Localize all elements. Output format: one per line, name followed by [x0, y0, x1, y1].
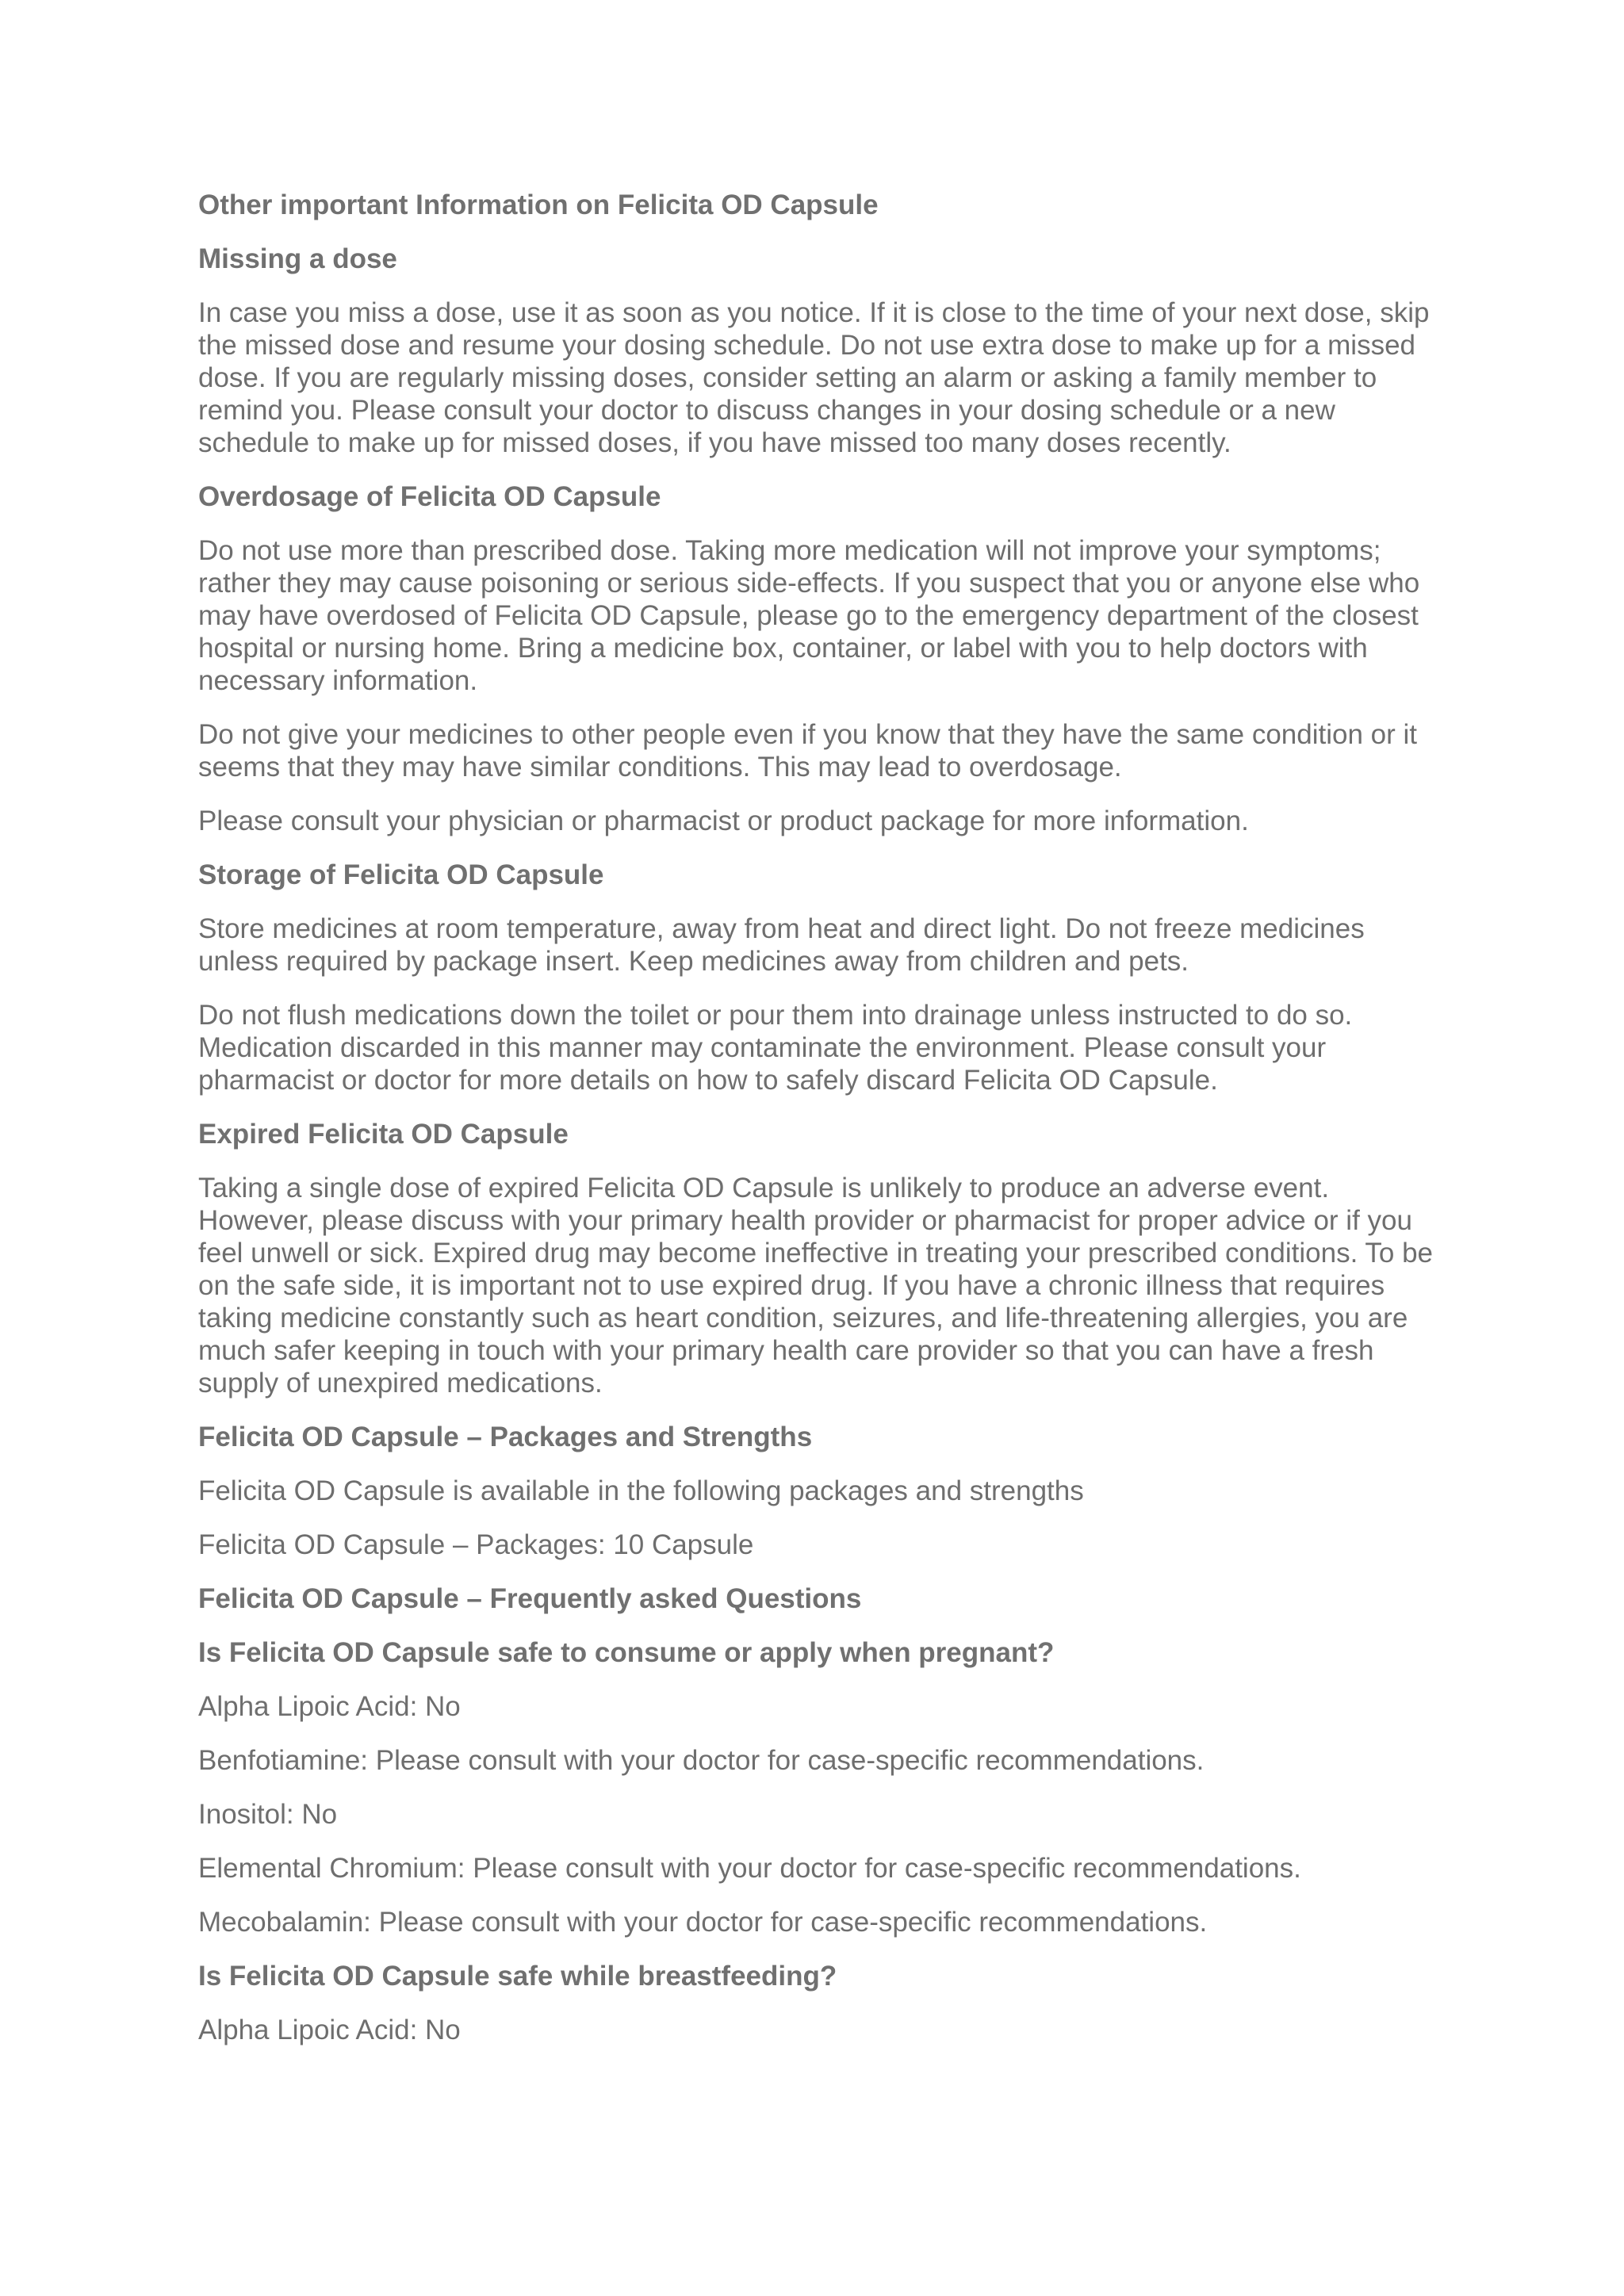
paragraph-do-not-give-medicines: Do not give your medicines to other people even if you know that they have the same condition or it seems that they may have similar conditions. This may lead to overdosage.	[198, 719, 1418, 783]
faq-answer-breastfeeding-alpha-lipoic-acid: Alpha Lipoic Acid: No	[198, 2015, 461, 2045]
faq-answer-elemental-chromium: Elemental Chromium: Please consult with your doctor for case-specific recommendations.	[198, 1853, 1301, 1884]
faq-answer-benfotiamine: Benfotiamine: Please consult with your doctor for case-specific recommendations.	[198, 1745, 1205, 1776]
faq-answer-mecobalamin: Mecobalamin: Please consult with your doctor for case-specific recommendations.	[198, 1907, 1208, 1938]
section-heading-expired: Expired Felicita OD Capsule	[198, 1119, 569, 1150]
paragraph-disposal: Do not flush medications down the toilet or pour them into drainage unless instructed to do so. Medication discarded in this manner may contaminate the environment. Please consult your pharmacist or doctor for more details on how to safely discard Felicita OD Capsule.	[198, 1000, 1353, 1096]
section-heading-packages-and-strengths: Felicita OD Capsule – Packages and Strengths	[198, 1422, 813, 1452]
section-heading-other-important-information: Other important Information on Felicita OD Capsule	[198, 189, 879, 220]
section-heading-missing-a-dose: Missing a dose	[198, 243, 397, 274]
paragraph-packages-available: Felicita OD Capsule is available in the following packages and strengths	[198, 1475, 1084, 1506]
section-heading-faq: Felicita OD Capsule – Frequently asked Questions	[198, 1583, 862, 1614]
paragraph-storage: Store medicines at room temperature, away from heat and direct light. Do not freeze medicines unless required by package insert. Keep medicines away from children and pets.	[198, 913, 1365, 977]
faq-question-breastfeeding: Is Felicita OD Capsule safe while breastfeeding?	[198, 1961, 837, 1992]
faq-question-pregnant: Is Felicita OD Capsule safe to consume or apply when pregnant?	[198, 1637, 1055, 1668]
paragraph-overdosage: Do not use more than prescribed dose. Taking more medication will not improve your symptoms; rather they may cause poisoning or serious side-effects. If you suspect that you or anyone else who may have overdosed of Felicita OD Capsule, please go to the emergency department of the closest hospital or nursing home. Bring a medicine box, container, or label with you to help doctors with necessary information.	[198, 535, 1420, 696]
faq-answer-inositol: Inositol: No	[198, 1799, 338, 1830]
paragraph-expired: Taking a single dose of expired Felicita OD Capsule is unlikely to produce an adverse event. However, please discuss with your primary health provider or pharmacist for proper advice or if you feel unwell or sick. Expired drug may become ineffective in treating your prescribed conditions. To be on the safe side, it is important not to use expired drug. If you have a chronic illness that requires taking medicine constantly such as heart condition, seizures, and life-threatening allergies, you are much safer keeping in touch with your primary health care provider so that you can have a fresh supply of unexpired medications.	[198, 1173, 1434, 1399]
paragraph-packages-count: Felicita OD Capsule – Packages: 10 Capsule	[198, 1529, 754, 1560]
faq-answer-alpha-lipoic-acid: Alpha Lipoic Acid: No	[198, 1691, 461, 1722]
paragraph-consult-physician: Please consult your physician or pharmacist or product package for more information.	[198, 806, 1249, 836]
document-page	[198, 189, 1435, 2068]
section-heading-overdosage: Overdosage of Felicita OD Capsule	[198, 481, 661, 512]
section-heading-storage: Storage of Felicita OD Capsule	[198, 859, 604, 890]
paragraph-missing-a-dose: In case you miss a dose, use it as soon as you notice. If it is close to the time of your next dose, skip the missed dose and resume your dosing schedule. Do not use extra dose to make up for a missed dose. If you are regularly missing doses, consider setting an alarm or asking a family member to remind you. Please consult your doctor to discuss changes in your dosing schedule or a new schedule to make up for missed doses, if you have missed too many doses recently.	[198, 297, 1430, 458]
